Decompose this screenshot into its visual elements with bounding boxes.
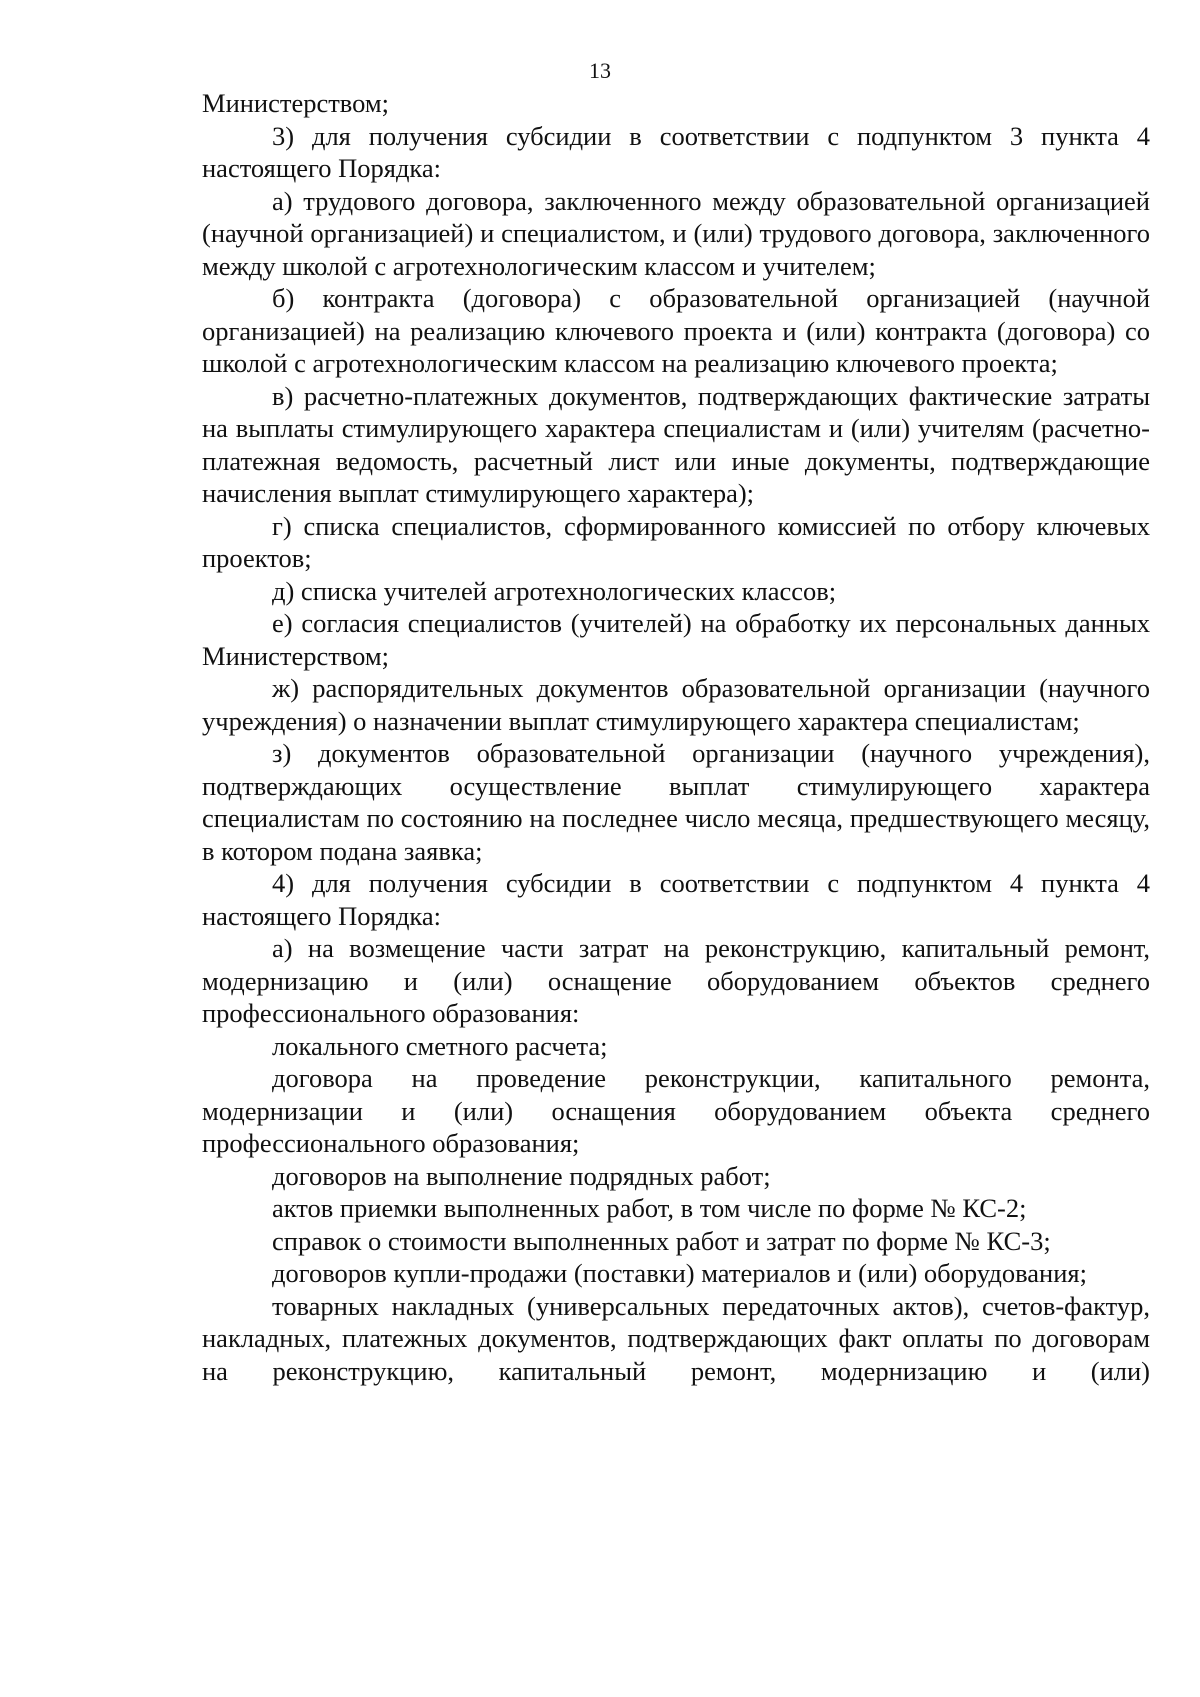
- paragraph: справок о стоимости выполненных работ и затрат по форме № КС-3;: [272, 1225, 1051, 1256]
- paragraph: в) расчетно-платежных документов, подтверждающих фактические затраты на выплаты стимулирующего характера специалистам и (или) учителям (расчетно-платежная ведомость, расчетный лист или иные документы, подтверждающие начисления выплат стимулирующего характера);: [202, 380, 1150, 508]
- paragraph: г) списка специалистов, сформированного комиссией по отбору ключевых проектов;: [202, 510, 1150, 573]
- paragraph: договоров купли-продажи (поставки) материалов и (или) оборудования;: [272, 1258, 1087, 1288]
- document-body: [202, 87, 1150, 1387]
- paragraph: д) списка учителей агротехнологических классов;: [272, 575, 837, 606]
- paragraph: актов приемки выполненных работ, в том числе по форме № КС-2;: [272, 1193, 1027, 1223]
- page-number: 13: [589, 58, 611, 83]
- paragraph: а) на возмещение части затрат на реконструкцию, капитальный ремонт, модернизацию и (или) оснащение оборудованием объектов среднего профессионального образования:: [202, 933, 1150, 1028]
- paragraph: е) согласия специалистов (учителей) на обработку их персональных данных Министерством;: [202, 608, 1150, 671]
- paragraph: локального сметного расчета;: [272, 1030, 608, 1061]
- paragraph: договоров на выполнение подрядных работ;: [272, 1160, 771, 1191]
- paragraph: 3) для получения субсидии в соответствии с подпунктом 3 пункта 4 настоящего Порядка:: [202, 120, 1150, 183]
- paragraph: Министерством;: [202, 88, 390, 118]
- paragraph: ж) распорядительных документов образовательной организации (научного учреждения) о назначении выплат стимулирующего характера специалистам;: [202, 673, 1150, 736]
- paragraph: договора на проведение реконструкции, капитального ремонта, модернизации и (или) оснащения оборудованием объекта среднего профессионального образования;: [202, 1063, 1150, 1158]
- paragraph: товарных накладных (универсальных передаточных актов), счетов-фактур, накладных, платежных документов, подтверждающих факт оплаты по договорам на реконструкцию, капитальный ремонт, модернизацию и (или): [202, 1290, 1150, 1386]
- paragraph: з) документов образовательной организации (научного учреждения), подтверждающих осуществление выплат стимулирующего характера специалистам по состоянию на последнее число месяца, предшествующего месяцу, в котором подана заявка;: [202, 738, 1150, 866]
- paragraph: а) трудового договора, заключенного между образовательной организацией (научной организацией) и специалистом, и (или) трудового договора, заключенного между школой с агротехнологическим классом и учителем;: [202, 185, 1150, 281]
- paragraph: 4) для получения субсидии в соответствии с подпунктом 4 пункта 4 настоящего Порядка:: [202, 868, 1150, 931]
- paragraph: б) контракта (договора) с образовательной организацией (научной организацией) на реализацию ключевого проекта и (или) контракта (договора) со школой с агротехнологическим классом на реализацию ключевого проекта;: [202, 283, 1150, 378]
